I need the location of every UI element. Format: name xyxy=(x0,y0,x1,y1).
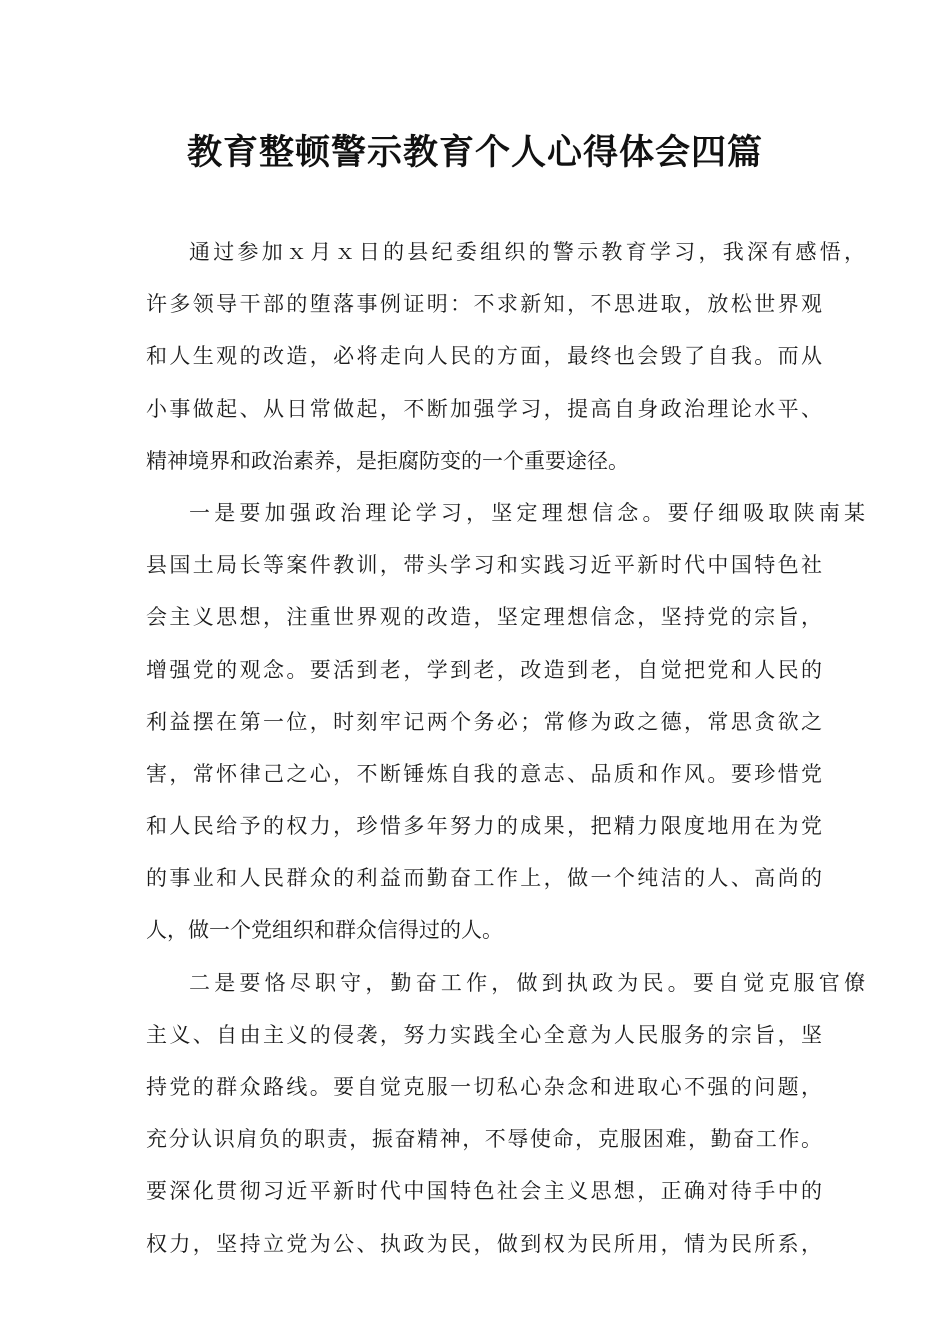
text-line-content: 的事业和人民群众的利益而勤奋工作上，做一个纯洁的人、高尚的 xyxy=(146,866,822,891)
text-line xyxy=(146,491,865,543)
text-line-content: 持党的群众路线。要自觉克服一切私心杂念和进取心不强的问题， xyxy=(146,1075,822,1099)
text-line xyxy=(146,961,865,1013)
text-line-content: 通过参加ｘ月ｘ日的县纪委组织的警示教育学习，我深有感悟， xyxy=(189,240,865,264)
text-line xyxy=(146,230,865,282)
text-line-content: 利益摆在第一位，时刻牢记两个务必；常修为政之德，常思贪欲之 xyxy=(146,709,822,734)
text-line xyxy=(146,1117,822,1169)
text-line-content: 主义、自由主义的侵袭，努力实践全心全意为人民服务的宗旨，坚 xyxy=(146,1022,822,1047)
text-line xyxy=(146,387,822,439)
document-title: 教育整顿警示教育个人心得体会四篇 xyxy=(186,133,763,173)
text-line-content: 充分认识肩负的职责，振奋精神，不辱使命，克服困难，勤奋工作。 xyxy=(146,1127,822,1152)
text-line xyxy=(146,856,822,908)
text-line-content: 小事做起、从日常做起，不断加强学习，提高自身政治理论水平、 xyxy=(146,396,822,421)
text-line xyxy=(146,595,822,647)
text-line-content: 精神境界和政治素养，是拒腐防变的一个重要途径。 xyxy=(146,448,629,473)
text-line xyxy=(146,334,822,386)
text-line xyxy=(146,1169,822,1221)
text-line xyxy=(146,282,822,334)
text-line-content: 害，常怀律己之心，不断锤炼自我的意志、品质和作风。要珍惜党 xyxy=(146,761,822,786)
text-line-content: 二是要恪尽职守，勤奋工作，做到执政为民。要自觉克服官僚 xyxy=(189,970,865,995)
text-line-content: 一是要加强政治理论学习，坚定理想信念。要仔细吸取陕南某 xyxy=(189,500,865,525)
text-line-content: 人，做一个党组织和群众信得过的人。 xyxy=(146,918,503,943)
text-line-content: 增强党的观念。要活到老，学到老，改造到老，自觉把党和人民的 xyxy=(146,657,822,682)
text-line xyxy=(146,1222,822,1274)
text-line-content: 县国土局长等案件教训，带头学习和实践习近平新时代中国特色社 xyxy=(146,553,822,578)
text-line xyxy=(146,1065,822,1117)
text-line-content: 许多领导干部的堕落事例证明：不求新知，不思进取，放松世界观 xyxy=(146,292,822,317)
text-line-content: 和人民给予的权力，珍惜多年努力的成果，把精力限度地用在为党 xyxy=(146,814,822,839)
text-line xyxy=(146,908,822,960)
text-line-content: 和人生观的改造，必将走向人民的方面，最终也会毁了自我。而从 xyxy=(146,344,822,369)
text-line xyxy=(146,700,822,752)
text-line-content: 会主义思想，注重世界观的改造，坚定理想信念，坚持党的宗旨， xyxy=(146,605,822,630)
text-line-content: 权力，坚持立党为公、执政为民，做到权为民所用，情为民所系， xyxy=(146,1231,822,1256)
text-line xyxy=(146,648,822,700)
text-line xyxy=(146,752,822,804)
text-line xyxy=(146,1013,822,1065)
text-line-content: 要深化贯彻习近平新时代中国特色社会主义思想，正确对待手中的 xyxy=(146,1179,822,1204)
text-line xyxy=(146,439,822,491)
text-line xyxy=(146,804,822,856)
document-body xyxy=(146,230,865,1274)
text-line xyxy=(146,543,822,595)
